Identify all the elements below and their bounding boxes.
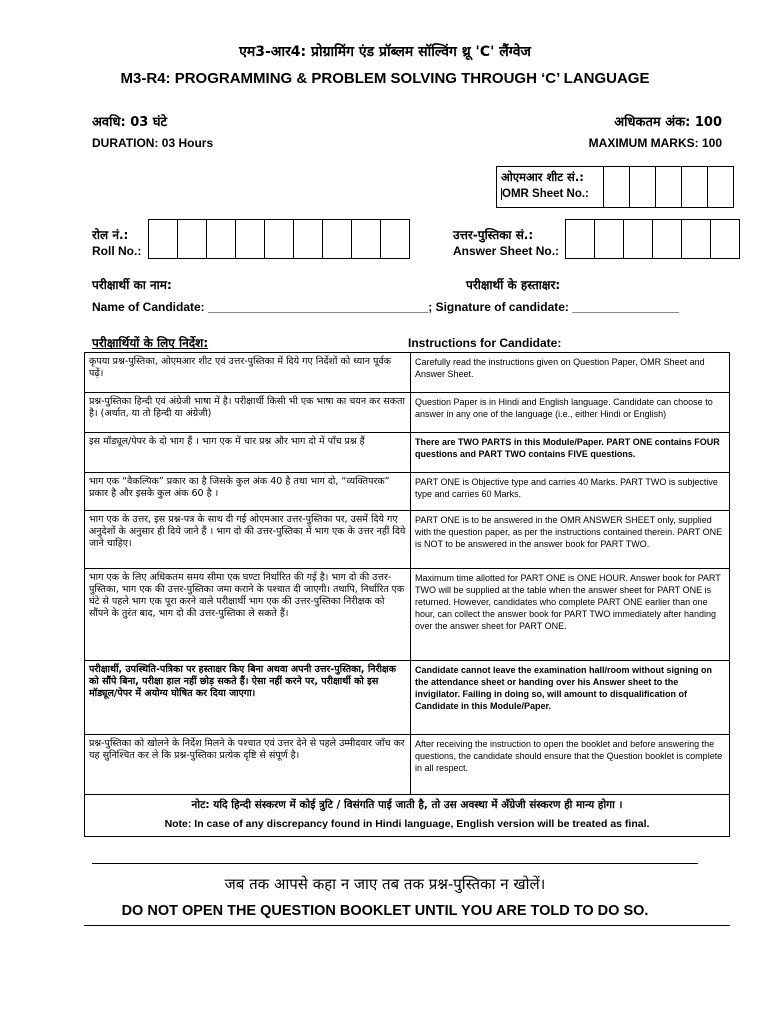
omr-digit-box[interactable] [603,167,629,207]
answer-sheet-digit-box[interactable] [594,220,623,258]
roll-digit-box[interactable] [351,220,380,258]
roll-digit-box[interactable] [206,220,235,258]
max-marks-english: MAXIMUM MARKS: 100 [588,136,722,150]
omr-label-english: OMR Sheet No.: [501,188,603,200]
name-signature-line-english: Name of Candidate: _________________________________; Signature of candidate: ________________ [92,300,680,314]
duration-english: DURATION: 03 Hours [92,136,214,150]
instruction-row [85,661,730,735]
answer-sheet-label-hindi: उत्तर-पुस्तिका सं.: [453,228,534,242]
instruction-english: Question Paper is in Hindi and English language. Candidate can choose to answer in any one of the language (i.e., either Hindi or English) [411,393,730,433]
note-row [85,795,730,837]
roll-digit-box[interactable] [177,220,206,258]
instruction-row [85,433,730,473]
answer-sheet-digit-box[interactable] [710,220,739,258]
roll-digit-box[interactable] [149,220,177,258]
instruction-hindi: इस मॉड्यूल/पेपर के दो भाग हैं । भाग एक में चार प्रश्न और भाग दो में पाँच प्रश्न हैं [85,433,411,473]
roll-digit-box[interactable] [264,220,293,258]
instruction-english: Carefully read the instructions given on Question Paper, OMR Sheet and Answer Sheet. [411,353,730,393]
roll-number-boxes [148,219,410,259]
roll-digit-box[interactable] [293,220,322,258]
bottom-rule [84,925,730,926]
roll-digit-box[interactable] [322,220,351,258]
instruction-hindi: भाग एक “वैकल्पिक” प्रकार का है जिसके कुल अंक 40 है तथा भाग दो, “व्यक्तिपरक” प्रकार है और इसके कुल अंक 60 है । [85,473,411,511]
instructions-heading-hindi: परीक्षार्थियों के लिए निर्देश: [92,336,209,350]
instruction-hindi: परीक्षार्थी, उपस्थिति-पत्रिका पर हस्ताक्षर किए बिना अथवा अपनी उत्तर-पुस्तिका, निरीक्षक को सौंपे बिना, परीक्षा हाल नहीं छोड़ सकते हैं। ऐसा नहीं करने पर, परीक्षार्थी को इस मॉड्यूल/पेपर में अयोग्य घोषित कर दिया जाएगा। [85,661,411,735]
instruction-english: There are TWO PARTS in this Module/Paper. PART ONE contains FOUR questions and PART TWO contains FIVE questions. [411,433,730,473]
omr-digit-box[interactable] [655,167,681,207]
instruction-english: PART ONE is to be answered in the OMR ANSWER SHEET only, supplied with the question paper, as per the instructions contained therein. PART ONE is NOT to be answered in the answer book for PART TWO. [411,511,730,569]
divider-line [92,863,698,864]
roll-digit-box[interactable] [380,220,409,258]
instruction-row [85,473,730,511]
title-hindi: एम3-आर4: प्रोग्रामिंग एंड प्रॉब्लम सॉल्विंग थ्रू 'C' लैंग्वेज [239,44,531,60]
roll-label-english: Roll No.: [92,244,142,258]
warning-english: DO NOT OPEN THE QUESTION BOOKLET UNTIL YOU ARE TOLD TO DO SO. [121,903,649,919]
warning-hindi: जब तक आपसे कहा न जाए तब तक प्रश्न-पुस्तिका न खोलें। [224,875,546,893]
instruction-english: Maximum time allotted for PART ONE is ONE HOUR. Answer book for PART TWO will be supplied at the table when the answer sheet for PART ONE is returned. However, candidates who complete PART ONE earlier than one hour, can collect the answer book for PART TWO immediately after handing over the answer sheet for PART ONE. [411,569,730,661]
instruction-row [85,353,730,393]
instructions-heading-english: Instructions for Candidate: [408,336,562,350]
answer-sheet-label-english: Answer Sheet No.: [453,244,560,258]
note-hindi: नोट: यदि हिन्दी संस्करण में कोई त्रुटि / विसंगति पाई जाती है, तो उस अवस्था में अँग्रेजी संस्करण ही मान्य होगा । [191,799,623,811]
max-marks-hindi: अधिकतम अंक: 100 [614,115,722,130]
name-label-hindi: परीक्षार्थी का नाम: [92,278,172,292]
instruction-hindi: भाग एक के लिए अधिकतम समय सीमा एक घण्टा निर्धारित की गई है। भाग दो की उत्तर-पुस्तिका, भाग एक की उत्तर-पुस्तिका जमा कराने के पश्चात दी जाएगी। तथापि, निर्धारित एक घंटे से पहले भाग एक पूरा करने वाले परीक्षार्थी भाग एक की उत्तर-पुस्तिका निरीक्षक को सौंपने के तुरंत बाद, भाग दो की उत्तर-पुस्तिका ले सकते हैं। [85,569,411,661]
omr-digit-box[interactable] [681,167,707,207]
roll-label-hindi: रोल नं.: [92,228,129,242]
instruction-hindi: प्रश्न-पुस्तिका हिन्दी एवं अंग्रेजी भाषा में है। परीक्षार्थी किसी भी एक भाषा का चयन कर सकता है। (अर्थात, या तो हिन्दी या अंग्रेजी) [85,393,411,433]
note-cell [85,795,730,837]
instruction-hindi: कृपया प्रश्न-पुस्तिका, ओएमआर शीट एवं उत्तर-पुस्तिका में दिये गए निर्देशों को ध्यान पूर्वक पढ़ें। [85,353,411,393]
instruction-english: PART ONE is Objective type and carries 40 Marks. PART TWO is subjective type and carries 60 Marks. [411,473,730,511]
omr-digit-box[interactable] [707,167,733,207]
instruction-row [85,393,730,433]
instruction-hindi: प्रश्न-पुस्तिका को खोलने के निर्देश मिलने के पश्चात एवं उत्तर देने से पहले उम्मीदवार जाँच कर यह सुनिश्चित कर ले कि प्रश्न-पुस्तिका प्रत्येक दृष्टि से संपूर्ण है। [85,735,411,795]
instruction-english: After receiving the instruction to open the booklet and before answering the questions, the candidate should ensure that the Question booklet is complete in all respect. [411,735,730,795]
title-english: M3-R4: PROGRAMMING & PROBLEM SOLVING THROUGH ‘C’ LANGUAGE [120,70,650,87]
answer-sheet-digit-box[interactable] [566,220,594,258]
omr-label-hindi: ओएमआर शीट सं.: [501,170,584,184]
omr-label-cell [497,167,603,207]
instruction-row [85,569,730,661]
duration-hindi: अवधि: 03 घंटे [92,115,168,130]
instructions-table [84,352,730,837]
signature-label-hindi: परीक्षार्थी के हस्ताक्षर: [466,278,561,292]
answer-sheet-digit-box[interactable] [652,220,681,258]
instruction-row [85,511,730,569]
omr-digit-box[interactable] [629,167,655,207]
instruction-row [85,735,730,795]
omr-sheet-field [496,166,734,208]
roll-digit-box[interactable] [235,220,264,258]
instruction-english: Candidate cannot leave the examination hall/room without signing on the attendance sheet or handing over his Answer sheet to the invigilator. Failing in doing so, will amount to disqualification of Candidate in this Module/Paper. [411,661,730,735]
answer-sheet-boxes [565,219,740,259]
answer-sheet-digit-box[interactable] [681,220,710,258]
answer-sheet-digit-box[interactable] [623,220,652,258]
instruction-hindi: भाग एक के उत्तर, इस प्रश्न-पत्र के साथ दी गई ओएमआर उत्तर-पुस्तिका पर, उसमें दिये गए अनुदेशों के अनुसार ही दिये जाने हैं । भाग दो की उत्तर-पुस्तिका में भाग एक के उत्तर नहीं दिये जाने चाहिए। [85,511,411,569]
note-english: Note: In case of any discrepancy found in Hindi language, English version will be treated as final. [164,818,650,830]
